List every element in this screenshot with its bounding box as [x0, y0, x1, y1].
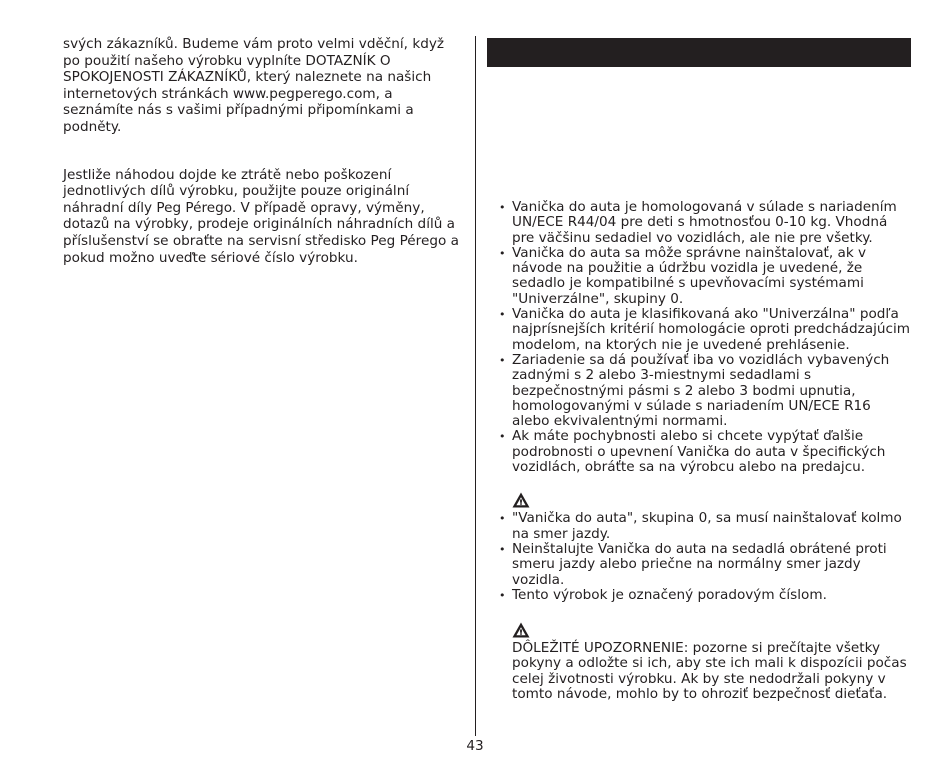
page-number: 43: [466, 738, 484, 754]
homologation-list: [499, 200, 911, 475]
list-item: • Vanička do auta sa môže správne nainštalovať, ak v návode na použitie a údržbu vozidla je uvedené, že sedadlo je kompatibilné s upevňovacími systémami "Univerzálne", skupiny 0.: [499, 246, 911, 307]
list-item: • Neinštalujte Vanička do auta na sedadlá obrátené proti smeru jazdy alebo priečne na normálny smer jazdy vozidla.: [499, 542, 911, 588]
paragraph-customer-feedback: svých zákazníků. Budeme vám proto velmi vděční, když po použití našeho výrobku vyplníte DOTAZNÍK O SPOKOJENOSTI ZÁKAZNÍKŮ, který naleznete na našich internetových stránkách www.pegperego.com, a seznámíte nás s vašimi případnými připomínkami a podněty.: [63, 36, 445, 135]
list-item: • Ak máte pochybnosti alebo si chcete vypýtať ďalšie podrobnosti o upevnení Vanička do auta v špecifických vozidlách, obráťte sa na výrobcu alebo na predajcu.: [499, 429, 911, 475]
section-header-bar: [487, 38, 911, 67]
list-item: • Tento výrobok je označený poradovým číslom.: [499, 588, 911, 603]
list-item: • Zariadenie sa dá používať iba vo vozidlách vybavených zadnými s 2 alebo 3-miestnymi sedadlami s bezpečnostnými pásmi s 2 alebo 3 bodmi upnutia, homologovanými v súlade s nariadením UN/ECE R16 alebo ekvivalentnými normami.: [499, 353, 911, 429]
list-item: • Vanička do auta je klasifikovaná ako "Univerzálna" podľa najprísnejších kritérií homologácie oproti predchádzajúcim modelom, na ktorých nie je uvedené prehlásenie.: [499, 307, 911, 353]
paragraph-spare-parts: Jestliže náhodou dojde ke ztrátě nebo poškození jednotlivých dílů výrobku, použijte pouze originální náhradní díly Peg Pérego. V případě opravy, výměny, dotazů na výrobky, prodeje originálních náhradních dílů a příslušenství se obraťte na servisní středisko Peg Pérego a pokud možno uveďte sériové číslo výrobku.: [63, 166, 459, 266]
list-item: • "Vanička do auta", skupina 0, sa musí nainštalovať kolmo na smer jazdy.: [499, 511, 911, 542]
warning-triangle-icon: [512, 622, 530, 638]
column-divider: [475, 36, 476, 736]
left-column: [63, 36, 461, 266]
warning-triangle-icon: [512, 492, 530, 508]
right-column: [499, 200, 911, 702]
installation-warning-list: [499, 511, 911, 603]
important-warning-text: DÔLEŽITÉ UPOZORNENIE: pozorne si prečítajte všetky pokyny a odložte si ich, aby ste ich mali k dispozícii počas celej životnosti výrobku. Ak by ste nedodržali pokyny v tomto návode, mohlo by to ohroziť bezpečnosť dieťaťa.: [512, 640, 907, 703]
list-item: • Vanička do auta je homologovaná v súlade s nariadením UN/ECE R44/04 pre deti s hmotnosťou 0-10 kg. Vhodná pre väčšinu sedadiel vo vozidlách, ale nie pre všetky.: [499, 200, 911, 246]
